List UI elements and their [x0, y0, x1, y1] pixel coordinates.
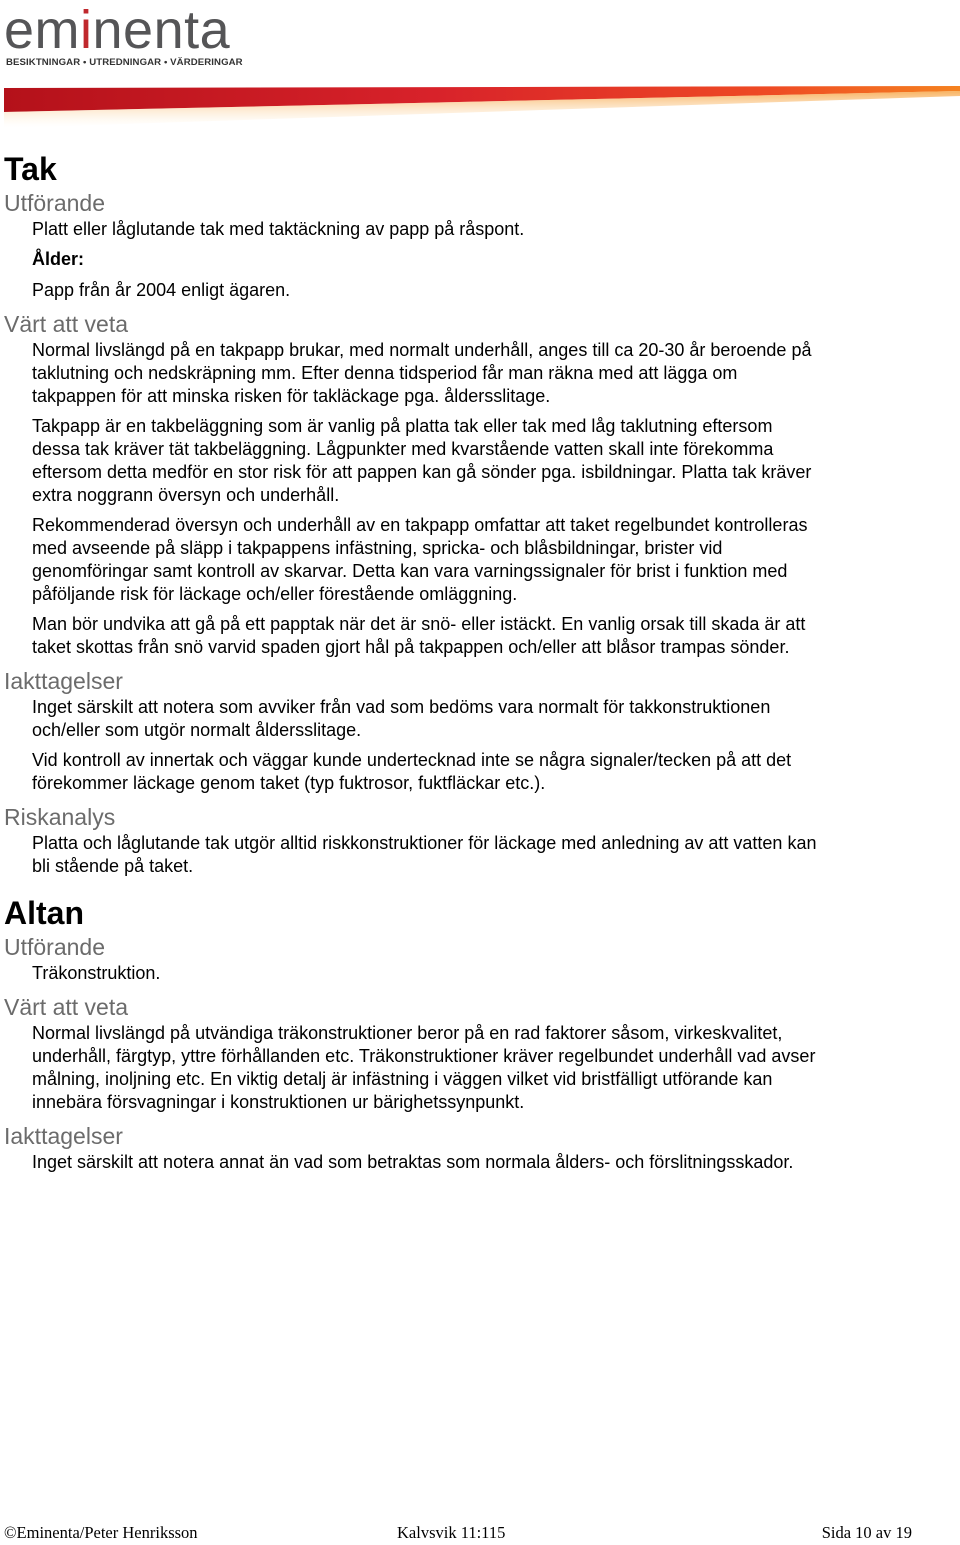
- subsection-heading: Utförande: [4, 190, 106, 216]
- subsection-heading: Utförande: [4, 934, 106, 960]
- paragraph: Vid kontroll av innertak och väggar kunde undertecknad inte se några signaler/tecken på att det förekommer läckage genom taket (typ fuktrosor, fuktfläckar etc.).: [32, 750, 792, 793]
- paragraph: Inget särskilt att notera som avviker från vad som bedöms vara normalt för takkonstruktionen och/eller som utgör normalt åldersslitage.: [32, 697, 771, 740]
- footer-copyright: ©Eminenta/Peter Henriksson: [4, 1523, 198, 1542]
- subsection-heading: Iakttagelser: [4, 668, 123, 694]
- page-footer: [4, 1523, 912, 1545]
- subsection-heading: Riskanalys: [4, 804, 116, 830]
- footer-property: Kalvsvik 11:115: [397, 1523, 506, 1542]
- document-body: [4, 150, 934, 1181]
- subsection-heading: Iakttagelser: [4, 1123, 123, 1149]
- paragraph: Man bör undvika att gå på ett papptak när det är snö- eller istäckt. En vanlig orsak till skada är att taket skottas från snö varvid spaden gjort hål på takpappen och/eller att blåsor trampas sönder.: [32, 614, 806, 657]
- paragraph: Platta och låglutande tak utgör alltid riskkonstruktioner för läckage med anledning av att vatten kan bli stående på taket.: [32, 833, 817, 876]
- paragraph: Papp från år 2004 enligt ägaren.: [32, 280, 291, 300]
- footer-page-number: Sida 10 av 19: [821, 1523, 912, 1542]
- paragraph: Normal livslängd på en takpapp brukar, med normalt underhåll, anges till ca 20-30 år beroende på taklutning och nedskräpning mm. Efter denna tidsperiod får man räkna med att lägga om takpappen för att minska risken för takläckage pga. åldersslitage.: [32, 340, 812, 406]
- paragraph: Takpapp är en takbeläggning som är vanlig på platta tak eller tak med låg taklutning eftersom dessa tak kräver tät takbeläggning. Lågpunkter med kvarstående vatten skall inte förekomma eftersom detta medför en stor risk för att pappen kan gå sönder pga. isbildningar. Platta tak kräver extra noggrann översyn och underhåll.: [32, 416, 812, 505]
- paragraph: Platt eller låglutande tak med taktäckning av papp på råspont.: [32, 219, 525, 239]
- subsection-heading: Värt att veta: [4, 994, 129, 1020]
- paragraph: Normal livslängd på utvändiga träkonstruktioner beror på en rad faktorer såsom, virkeskvalitet, underhåll, färgtyp, yttre förhållanden etc. Träkonstruktioner kräver regelbundet underhåll vad avser målning, inoljning etc. En viktig detalj är infästning i väggen vilket vid bristfälligt utförande kan innebära försvagningar i konstruktionen ur bärighetssynpunkt.: [32, 1023, 816, 1112]
- logo-wordmark: eminenta: [4, 0, 231, 60]
- section-tak: [4, 150, 934, 878]
- paragraph: Träkonstruktion.: [32, 963, 161, 983]
- header-banner: [4, 82, 960, 128]
- section-altan: [4, 894, 934, 1174]
- label-alder: Ålder:: [32, 249, 85, 269]
- section-title: Altan: [4, 895, 84, 931]
- subsection-heading: Värt att veta: [4, 311, 129, 337]
- logo-tagline: BESIKTNINGAR • UTREDNINGAR • VÄRDERINGAR: [6, 57, 243, 68]
- paragraph: Inget särskilt att notera annat än vad som betraktas som normala ålders- och förslitningsskador.: [32, 1152, 794, 1172]
- company-logo: [4, 2, 244, 72]
- paragraph: Rekommenderad översyn och underhåll av en takpapp omfattar att taket regelbundet kontrolleras med avseende på släpp i takpappens infästning, spricka- och blåsbildningar, brister vid genomföringar samt kontroll av skarvar. Detta kan vara varningssignaler för brist i funktion med påföljande risk för läckage och/eller förestående omläggning.: [32, 515, 808, 604]
- section-title: Tak: [4, 151, 57, 187]
